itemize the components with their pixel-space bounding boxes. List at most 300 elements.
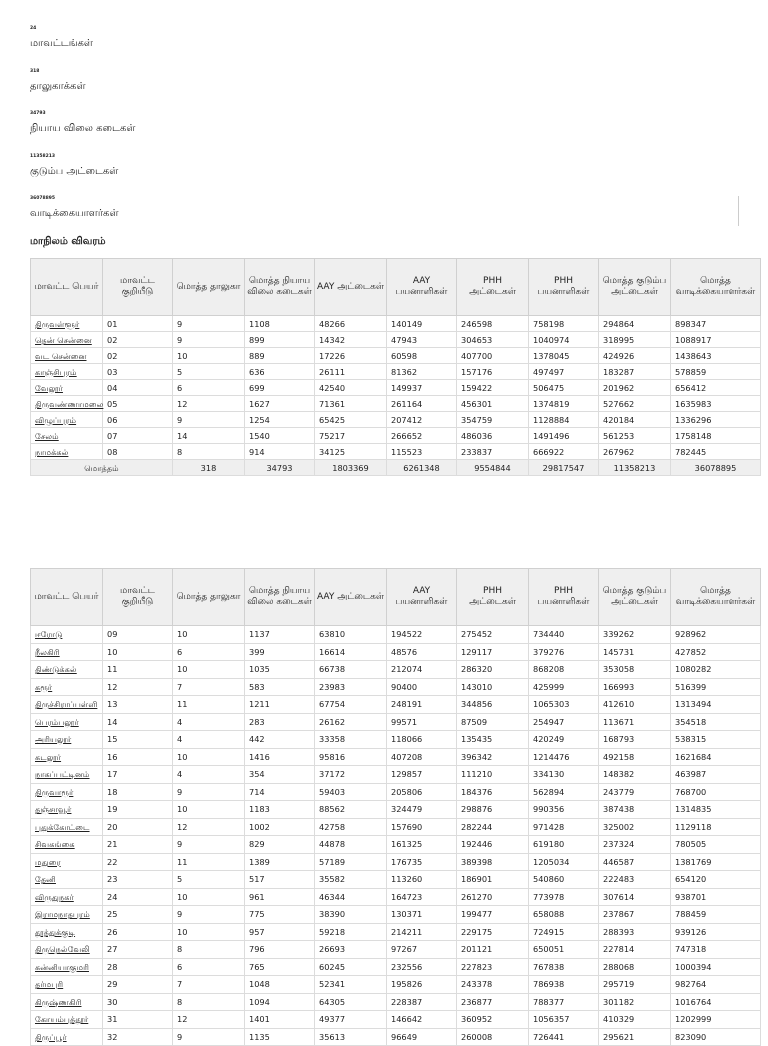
table-cell: 143010	[457, 678, 529, 696]
table-cell: 354759	[457, 412, 529, 428]
stat-label: வாடிக்கையாளர்கள்	[30, 208, 119, 220]
table-cell: 65425	[315, 412, 387, 428]
total-label: மொத்தம்	[31, 460, 173, 476]
column-header: மொத்த நியாய விலை கடைகள்	[245, 259, 315, 316]
table-cell: 60598	[387, 348, 457, 364]
table-cell: 261164	[387, 396, 457, 412]
district-link[interactable]: திருவள்ளூர்	[35, 318, 80, 329]
table-cell: 726441	[529, 1028, 599, 1046]
table-cell: 354	[245, 766, 315, 784]
district-link[interactable]: தூத்துக்குடி	[35, 926, 76, 937]
table-cell: 157690	[387, 818, 457, 836]
table-cell: 1416	[245, 748, 315, 766]
table-cell: 899	[245, 332, 315, 348]
district-link[interactable]: விருதுநகர்	[35, 891, 74, 902]
table-cell: 90400	[387, 678, 457, 696]
table-cell: 205806	[387, 783, 457, 801]
table-row	[31, 661, 761, 679]
table-cell: 1438643	[671, 348, 761, 364]
table-cell: 1336296	[671, 412, 761, 428]
table-cell: 227814	[599, 941, 671, 959]
table-cell: 788459	[671, 906, 761, 924]
table-cell: 212074	[387, 661, 457, 679]
table-cell: 1183	[245, 801, 315, 819]
district-link[interactable]: திருவாரூர்	[35, 786, 74, 797]
table-cell: 389398	[457, 853, 529, 871]
table-cell: 1314835	[671, 801, 761, 819]
table-cell: 29	[103, 976, 173, 994]
table-cell: 1313494	[671, 696, 761, 714]
table-row	[31, 923, 761, 941]
table-cell: 26111	[315, 364, 387, 380]
table-cell: 650051	[529, 941, 599, 959]
table-cell: 48266	[315, 316, 387, 332]
table-cell: 129117	[457, 643, 529, 661]
table-cell: 446587	[599, 853, 671, 871]
total-row	[31, 460, 761, 476]
table-cell: 18	[103, 783, 173, 801]
table-cell: 497497	[529, 364, 599, 380]
district-link[interactable]: தென் சென்னை	[35, 334, 92, 345]
table-cell: 517	[245, 871, 315, 889]
table-cell: 961	[245, 888, 315, 906]
district-table-2	[30, 568, 761, 1046]
table-cell: 07	[103, 428, 173, 444]
table-cell: 1202999	[671, 1011, 761, 1029]
table-row	[31, 958, 761, 976]
table-cell: 21	[103, 836, 173, 854]
table-cell: 1635983	[671, 396, 761, 412]
table-cell: 823090	[671, 1028, 761, 1046]
district-table-2-container	[30, 568, 756, 1042]
table-cell: 282244	[457, 818, 529, 836]
table-cell: 10	[173, 888, 245, 906]
table-row	[31, 348, 761, 364]
table-cell: 1088917	[671, 332, 761, 348]
district-link[interactable]: கிருஷ்ணகிரி	[35, 996, 82, 1007]
table-cell: 71361	[315, 396, 387, 412]
table-cell: 1080282	[671, 661, 761, 679]
district-link[interactable]: திருப்பூர்	[35, 1031, 67, 1042]
table-cell: 747318	[671, 941, 761, 959]
table-cell: 25	[103, 906, 173, 924]
district-name-cell	[31, 923, 103, 941]
table-cell: 186901	[457, 871, 529, 889]
table-cell: 506475	[529, 380, 599, 396]
column-header: மாவட்ட குறியீடு	[103, 259, 173, 316]
table-cell: 9	[173, 836, 245, 854]
table-cell: 8	[173, 941, 245, 959]
table-cell: 9	[173, 332, 245, 348]
district-link[interactable]: கடலூர்	[35, 751, 62, 762]
district-name-cell	[31, 1028, 103, 1046]
table-cell: 8	[173, 444, 245, 460]
table-cell: 286320	[457, 661, 529, 679]
table-cell: 1389	[245, 853, 315, 871]
table-cell: 10	[173, 923, 245, 941]
table-cell: 59403	[315, 783, 387, 801]
district-name-cell	[31, 428, 103, 444]
district-link[interactable]: கரூர்	[35, 681, 53, 692]
table-cell: 420184	[599, 412, 671, 428]
table-cell: 666922	[529, 444, 599, 460]
table-cell: 266652	[387, 428, 457, 444]
table-cell: 1378045	[529, 348, 599, 364]
table-row	[31, 380, 761, 396]
table-cell: 129857	[387, 766, 457, 784]
table-cell: 159422	[457, 380, 529, 396]
table-cell: 201962	[599, 380, 671, 396]
table-cell: 10	[173, 626, 245, 644]
table-cell: 1094	[245, 993, 315, 1011]
table-cell: 898347	[671, 316, 761, 332]
table-row	[31, 783, 761, 801]
district-name-cell	[31, 906, 103, 924]
table-cell: 237324	[599, 836, 671, 854]
table-cell: 353058	[599, 661, 671, 679]
table-cell: 10	[173, 801, 245, 819]
table-cell: 758198	[529, 316, 599, 332]
table-cell: 410329	[599, 1011, 671, 1029]
district-link[interactable]: கோயம்புத்தூர்	[35, 1014, 89, 1025]
table-cell: 66738	[315, 661, 387, 679]
table-cell: 1491496	[529, 428, 599, 444]
district-link[interactable]: தர்மபுரி	[35, 979, 64, 990]
table-cell: 99571	[387, 713, 457, 731]
column-header: மாவட்ட பெயர்	[31, 259, 103, 316]
table-cell: 04	[103, 380, 173, 396]
district-link[interactable]: இராமநாதபுரம்	[35, 909, 90, 920]
table-cell: 229175	[457, 923, 529, 941]
table-cell: 990356	[529, 801, 599, 819]
table-header-row	[31, 259, 761, 316]
district-link[interactable]: அரியலூர்	[35, 734, 72, 745]
table-cell: 13	[103, 696, 173, 714]
table-cell: 243378	[457, 976, 529, 994]
table-cell: 12	[173, 818, 245, 836]
table-cell: 412610	[599, 696, 671, 714]
district-link[interactable]: கன்னியாகுமரி	[35, 961, 89, 972]
table-cell: 486036	[457, 428, 529, 444]
table-cell: 75217	[315, 428, 387, 444]
table-cell: 14	[173, 428, 245, 444]
table-cell: 562894	[529, 783, 599, 801]
table-cell: 407208	[387, 748, 457, 766]
table-cell: 782445	[671, 444, 761, 460]
table-cell: 115523	[387, 444, 457, 460]
column-header: மாவட்ட குறியீடு	[103, 569, 173, 626]
table-cell: 424926	[599, 348, 671, 364]
table-cell: 118066	[387, 731, 457, 749]
table-cell: 1211	[245, 696, 315, 714]
table-cell: 10	[173, 748, 245, 766]
total-value: 1803369	[315, 460, 387, 476]
table-cell: 57189	[315, 853, 387, 871]
table-cell: 427852	[671, 643, 761, 661]
stat-value: 34793	[30, 111, 46, 117]
district-name-cell	[31, 783, 103, 801]
total-value: 11358213	[599, 460, 671, 476]
table-cell: 67754	[315, 696, 387, 714]
district-link[interactable]: காஞ்சிபுரம்	[35, 366, 77, 377]
district-name-cell	[31, 643, 103, 661]
table-cell: 08	[103, 444, 173, 460]
table-cell: 5	[173, 364, 245, 380]
district-link[interactable]: திருவண்ணாமலை	[35, 398, 104, 409]
table-cell: 52341	[315, 976, 387, 994]
table-row	[31, 801, 761, 819]
table-cell: 63810	[315, 626, 387, 644]
table-cell: 11	[173, 853, 245, 871]
table-cell: 31	[103, 1011, 173, 1029]
stat-item	[30, 63, 750, 106]
table-cell: 387438	[599, 801, 671, 819]
column-header: மொத்த குடும்ப அட்டைகள்	[599, 259, 671, 316]
table-cell: 17	[103, 766, 173, 784]
district-link[interactable]: புதுக்கோட்டை	[35, 821, 90, 832]
table-row	[31, 412, 761, 428]
district-link[interactable]: ஈரோடு	[35, 629, 63, 640]
table-cell: 1214476	[529, 748, 599, 766]
table-cell: 889	[245, 348, 315, 364]
total-value: 6261348	[387, 460, 457, 476]
table-cell: 1108	[245, 316, 315, 332]
table-cell: 60245	[315, 958, 387, 976]
table-cell: 938701	[671, 888, 761, 906]
table-cell: 6	[173, 643, 245, 661]
table-cell: 654120	[671, 871, 761, 889]
table-cell: 527662	[599, 396, 671, 412]
table-cell: 796	[245, 941, 315, 959]
table-row	[31, 364, 761, 380]
table-cell: 939126	[671, 923, 761, 941]
table-cell: 344856	[457, 696, 529, 714]
table-cell: 228387	[387, 993, 457, 1011]
table-cell: 1129118	[671, 818, 761, 836]
table-cell: 957	[245, 923, 315, 941]
column-header: AAY பயனாளிகள்	[387, 259, 457, 316]
table-cell: 24	[103, 888, 173, 906]
table-row	[31, 818, 761, 836]
table-cell: 1128884	[529, 412, 599, 428]
table-cell: 06	[103, 412, 173, 428]
table-cell: 324479	[387, 801, 457, 819]
table-row	[31, 748, 761, 766]
table-cell: 765	[245, 958, 315, 976]
district-link[interactable]: சேலம்	[35, 430, 59, 441]
stat-value: 36078895	[30, 196, 56, 202]
table-cell: 47943	[387, 332, 457, 348]
table-cell: 20	[103, 818, 173, 836]
table-cell: 184376	[457, 783, 529, 801]
district-link[interactable]: பெரம்பலூர்	[35, 716, 79, 727]
column-header: PHH அட்டைகள்	[457, 259, 529, 316]
table-cell: 248191	[387, 696, 457, 714]
table-cell: 868208	[529, 661, 599, 679]
district-link[interactable]: நாமக்கல்	[35, 446, 69, 457]
table-row	[31, 626, 761, 644]
table-cell: 4	[173, 766, 245, 784]
table-cell: 1381769	[671, 853, 761, 871]
table-cell: 23	[103, 871, 173, 889]
district-name-cell	[31, 678, 103, 696]
stat-item	[30, 20, 750, 63]
table-cell: 656412	[671, 380, 761, 396]
table-cell: 192446	[457, 836, 529, 854]
table-cell: 540860	[529, 871, 599, 889]
table-cell: 16614	[315, 643, 387, 661]
table-cell: 254947	[529, 713, 599, 731]
district-link[interactable]: தேனி	[35, 874, 56, 885]
table-cell: 9	[173, 1028, 245, 1046]
table-cell: 113671	[599, 713, 671, 731]
table-cell: 1056357	[529, 1011, 599, 1029]
table-cell: 23983	[315, 678, 387, 696]
table-cell: 15	[103, 731, 173, 749]
table-cell: 227823	[457, 958, 529, 976]
stat-label: தாலுகாக்கள்	[30, 80, 86, 92]
table-row	[31, 941, 761, 959]
table-cell: 233837	[457, 444, 529, 460]
district-name-cell	[31, 748, 103, 766]
table-row	[31, 871, 761, 889]
table-cell: 166993	[599, 678, 671, 696]
table-cell: 9	[173, 783, 245, 801]
table-cell: 32	[103, 1028, 173, 1046]
table-cell: 14342	[315, 332, 387, 348]
district-name-cell	[31, 836, 103, 854]
table-row	[31, 713, 761, 731]
table-cell: 33358	[315, 731, 387, 749]
table-cell: 201121	[457, 941, 529, 959]
table-cell: 42758	[315, 818, 387, 836]
table-cell: 02	[103, 332, 173, 348]
table-cell: 145731	[599, 643, 671, 661]
table-cell: 516399	[671, 678, 761, 696]
table-row	[31, 444, 761, 460]
section-title: மாநிலம் விவரம்	[30, 236, 106, 247]
table-cell: 714	[245, 783, 315, 801]
table-cell: 583	[245, 678, 315, 696]
district-name-cell	[31, 853, 103, 871]
table-cell: 425999	[529, 678, 599, 696]
table-cell: 4	[173, 713, 245, 731]
table-cell: 1627	[245, 396, 315, 412]
table-cell: 636	[245, 364, 315, 380]
district-link[interactable]: மதுரை	[35, 856, 61, 867]
table-cell: 492158	[599, 748, 671, 766]
table-cell: 1401	[245, 1011, 315, 1029]
district-name-cell	[31, 888, 103, 906]
table-row	[31, 428, 761, 444]
column-header: மொத்த வாடிக்கையாளர்கள்	[671, 569, 761, 626]
table-cell: 246598	[457, 316, 529, 332]
district-name-cell	[31, 766, 103, 784]
table-cell: 928962	[671, 626, 761, 644]
column-header: AAY பயனாளிகள்	[387, 569, 457, 626]
table-cell: 146642	[387, 1011, 457, 1029]
district-link[interactable]: திருநெல்வேலி	[35, 944, 90, 955]
table-cell: 64305	[315, 993, 387, 1011]
table-cell: 768700	[671, 783, 761, 801]
table-cell: 46344	[315, 888, 387, 906]
stat-label: குடும்ப அட்டைகள்	[30, 165, 119, 177]
table-row	[31, 1028, 761, 1046]
table-cell: 7	[173, 678, 245, 696]
table-cell: 35613	[315, 1028, 387, 1046]
table-cell: 03	[103, 364, 173, 380]
district-name-cell	[31, 871, 103, 889]
district-name-cell	[31, 661, 103, 679]
table-cell: 96649	[387, 1028, 457, 1046]
table-cell: 1002	[245, 818, 315, 836]
table-cell: 38390	[315, 906, 387, 924]
table-cell: 194522	[387, 626, 457, 644]
table-row	[31, 766, 761, 784]
table-cell: 05	[103, 396, 173, 412]
table-row	[31, 1011, 761, 1029]
table-cell: 699	[245, 380, 315, 396]
table-cell: 4	[173, 731, 245, 749]
table-cell: 16	[103, 748, 173, 766]
table-row	[31, 396, 761, 412]
column-header: PHH பயனாளிகள்	[529, 259, 599, 316]
divider	[738, 196, 739, 226]
table-cell: 786938	[529, 976, 599, 994]
district-link[interactable]: திண்டுக்கல்	[35, 664, 77, 675]
stat-item	[30, 148, 750, 191]
table-cell: 578859	[671, 364, 761, 380]
table-cell: 325002	[599, 818, 671, 836]
district-link[interactable]: திருச்சிராப்பள்ளி	[35, 699, 98, 710]
table-cell: 164723	[387, 888, 457, 906]
stat-item	[30, 105, 750, 148]
table-cell: 7	[173, 976, 245, 994]
district-name-cell	[31, 941, 103, 959]
district-link[interactable]: வேலூர்	[35, 382, 63, 393]
district-name-cell	[31, 1011, 103, 1029]
table-cell: 37172	[315, 766, 387, 784]
column-header: AAY அட்டைகள்	[315, 569, 387, 626]
district-link[interactable]: நாகப்பட்டினம்	[35, 769, 90, 780]
table-cell: 1758148	[671, 428, 761, 444]
table-cell: 1065303	[529, 696, 599, 714]
table-cell: 775	[245, 906, 315, 924]
table-row	[31, 888, 761, 906]
district-link[interactable]: நீலகிரி	[35, 646, 60, 657]
district-link[interactable]: சிவகங்கை	[35, 839, 75, 850]
table-cell: 35582	[315, 871, 387, 889]
table-cell: 176735	[387, 853, 457, 871]
table-cell: 214211	[387, 923, 457, 941]
total-value: 318	[173, 460, 245, 476]
table-row	[31, 332, 761, 348]
table-cell: 275452	[457, 626, 529, 644]
district-link[interactable]: தஞ்சாவூர்	[35, 804, 72, 815]
table-cell: 9	[173, 316, 245, 332]
district-name-cell	[31, 626, 103, 644]
table-cell: 773978	[529, 888, 599, 906]
table-cell: 9	[173, 906, 245, 924]
district-link[interactable]: வட சென்னை	[35, 350, 87, 361]
district-name-cell	[31, 976, 103, 994]
district-name-cell	[31, 993, 103, 1011]
table-cell: 260008	[457, 1028, 529, 1046]
table-cell: 12	[103, 678, 173, 696]
table-cell: 237867	[599, 906, 671, 924]
district-name-cell	[31, 713, 103, 731]
district-link[interactable]: விழுப்புரம்	[35, 414, 77, 425]
